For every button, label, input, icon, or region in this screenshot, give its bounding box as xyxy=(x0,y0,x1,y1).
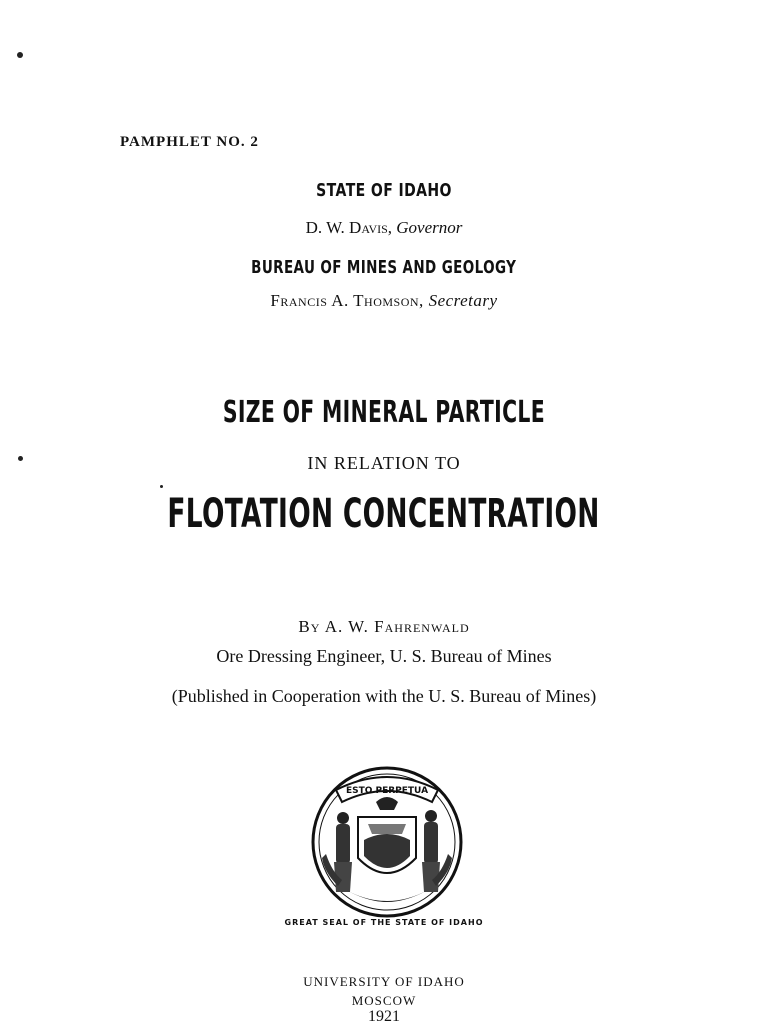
publication-note: (Published in Cooperation with the U. S. Bureau of Mines) xyxy=(171,686,597,706)
scan-speck xyxy=(160,485,163,488)
state-seal-icon xyxy=(306,762,468,918)
secretary-name: Francis A. Thomson, xyxy=(270,291,424,310)
state-heading xyxy=(0,180,768,201)
bureau-heading xyxy=(0,257,768,278)
seal-motto: ESTO PERPETUA xyxy=(345,786,429,796)
title-line-2: IN RELATION TO xyxy=(307,453,461,473)
publication-year: 1921 xyxy=(368,1008,400,1025)
title-line-1-text: SIZE OF MINERAL PARTICLE xyxy=(222,395,546,430)
bureau-heading-text: BUREAU OF MINES AND GEOLOGY xyxy=(251,257,517,278)
author-role: Ore Dressing Engineer, U. S. Bureau of Mines xyxy=(216,646,552,666)
seal-caption: GREAT SEAL OF THE STATE OF IDAHO xyxy=(284,918,484,927)
university-name: UNIVERSITY OF IDAHO xyxy=(303,974,465,989)
title-line-1 xyxy=(0,395,768,430)
state-heading-text: STATE OF IDAHO xyxy=(316,180,452,201)
governor-line xyxy=(0,218,768,238)
secretary-title: Secretary xyxy=(428,291,498,310)
governor-name: D. W. Davis, xyxy=(305,218,393,237)
author-byline: By A. W. Fahrenwald xyxy=(298,617,470,636)
state-seal-image xyxy=(306,762,468,918)
pamphlet-number: PAMPHLET NO. 2 xyxy=(120,134,259,150)
secretary-line xyxy=(0,291,768,311)
governor-title: Governor xyxy=(396,218,463,237)
scan-speck xyxy=(17,52,23,58)
title-line-3 xyxy=(0,490,768,537)
title-line-3-text: FLOTATION CONCENTRATION xyxy=(167,491,601,537)
city-name: MOSCOW xyxy=(351,993,417,1008)
